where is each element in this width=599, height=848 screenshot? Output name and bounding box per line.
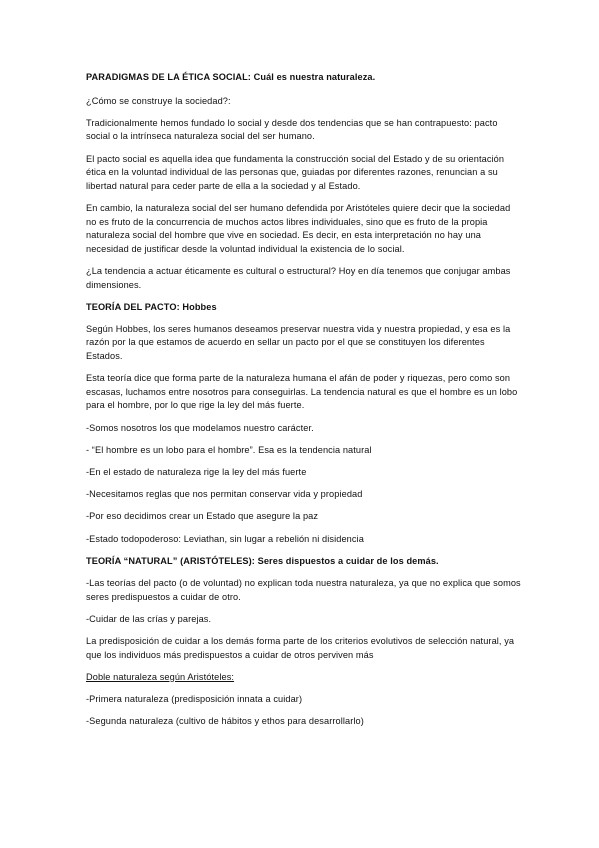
title-bold: PARADIGMAS DE LA ÉTICA SOCIAL: xyxy=(86,72,251,82)
paragraph-social-pact: El pacto social es aquella idea que fundamenta la construcción social del Estado y de su orientación ética en la voluntad individual de las personas que, guiadas por diferentes razones, renuncian a su libertad natural para ceder parte de ella a la sociedad y al Estado. xyxy=(86,153,505,191)
list-item: -Somos nosotros los que modelamos nuestro carácter. xyxy=(86,422,314,433)
paragraph-aristotle: En cambio, la naturaleza social del ser humano defendida por Aristóteles quiere decir que la sociedad no es fruto de la concurrencia de muchos actos libres individuales, sino que es fruto de la propia naturaleza social del hombre que vive en sociedad. Es decir, en esta interpretación no hay una necesidad de justificar desde la voluntad individual la existencia de lo social. xyxy=(86,202,511,254)
heading-double-nature: Doble naturaleza según Aristóteles: xyxy=(86,671,235,682)
list-item: -Estado todopoderoso: Leviathan, sin lugar a rebelión ni disidencia xyxy=(86,533,364,544)
list-item: -Cuidar de las crías y parejas. xyxy=(86,613,212,624)
list-item: - “El hombre es un lobo para el hombre”. Esa es la tendencia natural xyxy=(86,444,372,455)
list-item: -Necesitamos reglas que nos permitan conservar vida y propiedad xyxy=(86,489,363,500)
paragraph-intro: Tradicionalmente hemos fundado lo social y desde dos tendencias que se han contrapuesto: pacto social o la intrínseca naturaleza social del ser humano. xyxy=(86,117,498,142)
list-item: -Segunda naturaleza (cultivo de hábitos y ethos para desarrollarlo) xyxy=(86,716,364,727)
list-item: -Primera naturaleza (predisposición innata a cuidar) xyxy=(86,693,303,704)
list-item: -En el estado de naturaleza rige la ley del más fuerte xyxy=(86,467,307,477)
paragraph-pact-theories: -Las teorías del pacto (o de voluntad) no explican toda nuestra naturaleza, ya que no explica que somos seres predispuestos a cuidar de otro. xyxy=(86,577,521,602)
paragraph-question-ethics: ¿La tendencia a actuar éticamente es cultural o estructural? Hoy en día tenemos que conjugar ambas dimensiones. xyxy=(86,265,511,290)
paragraph-hobbes: Según Hobbes, los seres humanos deseamos preservar nuestra vida y nuestra propiedad, y esa es la razón por la que estamos de acuerdo en sellar un pacto por el que se constituyen los diferentes Estados. xyxy=(86,323,511,362)
title-rest: Cuál es nuestra naturaleza. xyxy=(250,72,376,82)
heading-hobbes: TEORÍA DEL PACTO: Hobbes xyxy=(86,301,217,312)
paragraph-theory: Esta teoría dice que forma parte de la naturaleza humana el afán de poder y riquezas, pero como son escasas, luchamos entre nosotros para conseguirlas. La tendencia natural es que el hombre es un lobo para el hombre, por lo que rige la ley del más fuerte. xyxy=(86,373,518,411)
heading-natural-theory: TEORÍA “NATURAL” (ARISTÓTELES): Seres dispuestos a cuidar de los demás. xyxy=(86,555,439,566)
question-society: ¿Cómo se construye la sociedad?: xyxy=(86,95,231,106)
paragraph-predisposition: La predisposición de cuidar a los demás forma parte de los criterios evolutivos de selección natural, ya que los individuos más predispuestos a cuidar de otros perviven más xyxy=(86,635,515,660)
list-item: -Por eso decidimos crear un Estado que asegure la paz xyxy=(86,511,319,522)
document-title xyxy=(86,71,523,85)
